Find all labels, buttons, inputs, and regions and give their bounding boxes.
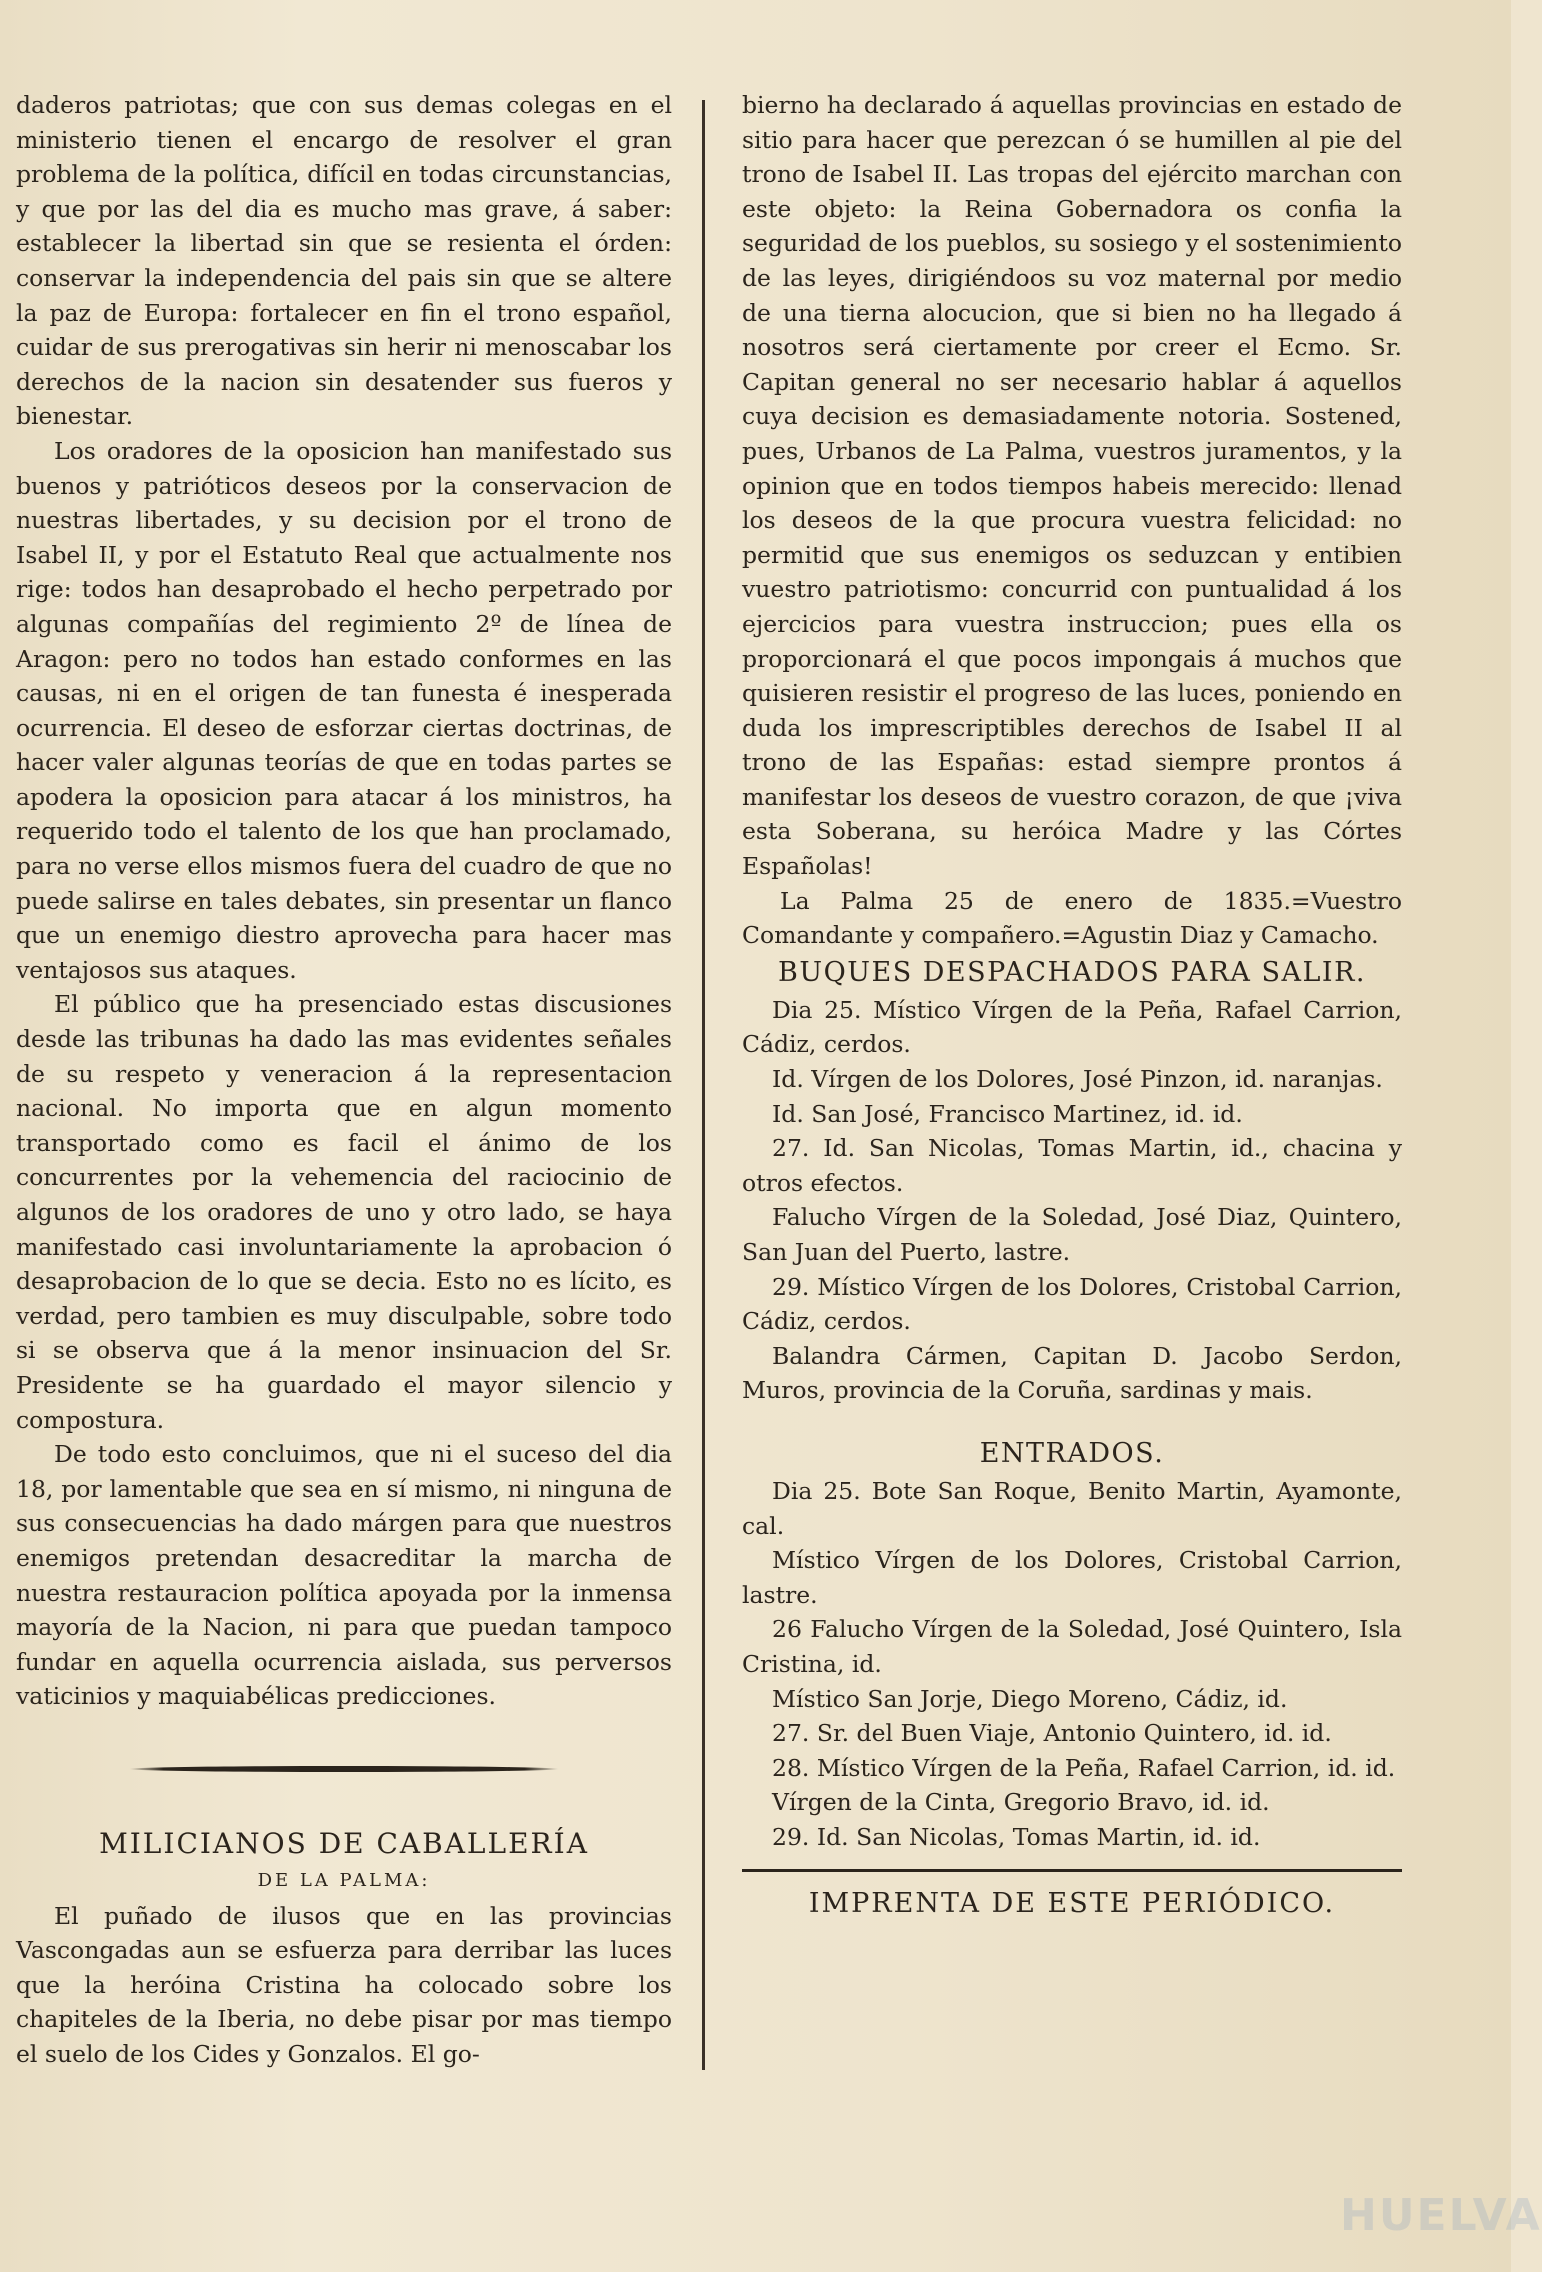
paragraph-oradores: Los oradores de la oposicion han manifestado sus buenos y patrióticos deseos por la conservacion de nuestras libertades, y su decision por el trono de Isabel II, y por el Estatuto Real que actualmente nos rige: todos han desaprobado el hecho perpetrado por algunas compañías del regimiento 2º de línea de Aragon: pero no todos han estado conformes en las causas, ni en el origen de tan funesta é inesperada ocurrencia. El deseo de esforzar ciertas doctrinas, de hacer valer algunas teorías de que en todas partes se apodera la oposicion para atacar á los ministros, ha requerido todo el talento de los que han proclamado, para no verse ellos mismos fuera del cuadro de que no puede salirse en tales debates, sin presentar un flanco que un enemigo diestro aprovecha para hacer mas ventajosos sus ataques. <box>16 436 672 984</box>
list-item: Balandra Cármen, Capitan D. Jacobo Serdon, Muros, provincia de la Coruña, sardinas y mais. <box>742 1341 1402 1405</box>
right-column <box>742 88 1402 1924</box>
list-item: Místico Vírgen de los Dolores, Cristobal Carrion, lastre. <box>742 1546 1402 1609</box>
footer-rule <box>742 1869 1402 1872</box>
list-item: 27. Sr. del Buen Viaje, Antonio Quintero, id. id. <box>772 1719 1332 1748</box>
printer-footer: IMPRENTA DE ESTE PERIÓDICO. <box>808 1887 1336 1919</box>
paragraph-conclusion: De todo esto concluimos, que ni el suceso del dia 18, por lamentable que sea en sí mismo, ni ninguna de sus consecuencias ha dado márgen para que nuestros enemigos pretendan desacreditar la marcha de nuestra restauracion política apoyada por la inmensa mayoría de la Nacion, ni para que puedan tampoco fundar en aquella ocurrencia aislada, sus perversos vaticinios y maquiabélicas predicciones. <box>16 1440 672 1711</box>
despachados-list <box>742 993 1402 1408</box>
column-divider <box>702 100 705 2070</box>
list-item: Falucho Vírgen de la Soledad, José Diaz, Quintero, San Juan del Puerto, lastre. <box>742 1203 1402 1266</box>
paragraph-continuation: daderos patriotas; que con sus demas colegas en el ministerio tienen el encargo de resolver el gran problema de la política, difícil en todas circunstancias, y que por las del dia es mucho mas grave, á saber: establecer la libertad sin que se resienta el órden: conservar la independencia del pais sin que se altere la paz de Europa: fortalecer en fin el trono español, cuidar de sus prerogativas sin herir ni menoscabar los derechos de la nacion sin desatender sus fueros y bienestar. <box>16 91 672 431</box>
paragraph-gobierno: bierno ha declarado á aquellas provincias en estado de sitio para hacer que perezcan ó se humillen al pie del trono de Isabel II. Las tropas del ejército marchan con este objeto: la Reina Gobernadora os confia la seguridad de los pueblos, su sosiego y el sostenimiento de las leyes, dirigiéndoos su voz maternal por medio de una tierna alocucion, que si bien no ha llegado á nosotros será ciertamente por creer el Ecmo. Sr. Capitan general no ser necesario hablar á aquellos cuya decision es demasiadamente notoria. Sostened, pues, Urbanos de La Palma, vuestros juramentos, y la opinion que en todos tiempos habeis merecido: llenad los deseos de la que procura vuestra felicidad: no permitid que sus enemigos os seduzcan y entibien vuestro patriotismo: concurrid con puntualidad á los ejercicios para vuestra instruccion; pues ella os proporcionará el que pocos impongais á muchos que quisieren resistir el progreso de las luces, poniendo en duda los imprescriptibles derechos de Isabel II al trono de las Españas: estad siempre prontos á manifestar los deseos de vuestro corazon, de que ¡viva esta Soberana, su heróica Madre y las Córtes Españolas! <box>742 91 1402 881</box>
article-subheading: DE LA PALMA: <box>257 1869 431 1891</box>
list-item: Vírgen de la Cinta, Gregorio Bravo, id. id. <box>772 1788 1270 1817</box>
ornamental-divider <box>129 1766 559 1772</box>
paragraph-milicianos: El puñado de ilusos que en las provincias Vascongadas aun se esfuerza para derribar las luces que la heróina Cristina ha colocado sobre los chapiteles de la Iberia, no debe pisar por mas tiempo el suelo de los Cides y Gonzalos. El go- <box>16 1901 672 2068</box>
list-item: Id. Vírgen de los Dolores, José Pinzon, id. naranjas. <box>772 1065 1383 1094</box>
entrados-title: ENTRADOS. <box>979 1437 1165 1469</box>
list-item: Dia 25. Místico Vírgen de la Peña, Rafael Carrion, Cádiz, cerdos. <box>742 995 1402 1059</box>
list-item: Místico San Jorje, Diego Moreno, Cádiz, id. <box>772 1684 1288 1713</box>
entrados-list <box>742 1474 1402 1855</box>
left-column <box>16 88 672 2071</box>
list-item: Dia 25. Bote San Roque, Benito Martin, Ayamonte, cal. <box>742 1476 1402 1540</box>
article-heading: MILICIANOS DE CABALLERÍA <box>99 1826 589 1860</box>
archive-watermark: HUELVA <box>1340 2190 1542 2241</box>
signature: La Palma 25 de enero de 1835.=Vuestro Comandante y compañero.=Agustin Diaz y Camacho. <box>742 886 1402 950</box>
list-item: 28. Místico Vírgen de la Peña, Rafael Carrion, id. id. <box>772 1753 1396 1782</box>
list-item: 27. Id. San Nicolas, Tomas Martin, id., chacina y otros efectos. <box>742 1134 1402 1197</box>
paragraph-publico: El público que ha presenciado estas discusiones desde las tribunas ha dado las mas evidentes señales de su respeto y veneracion á la representacion nacional. No importa que en algun momento transportado como es facil el ánimo de los concurrentes por la vehemencia del raciocinio de algunos de los oradores de uno y otro lado, se haya manifestado casi involuntariamente la aprobacion ó desaprobacion de lo que se decia. Esto no es lícito, es verdad, pero tambien es muy disculpable, sobre todo si se observa que á la menor insinuacion del Sr. Presidente se ha guardado el mayor silencio y compostura. <box>16 990 672 1434</box>
list-item: Id. San José, Francisco Martinez, id. id. <box>772 1099 1243 1128</box>
list-item: 26 Falucho Vírgen de la Soledad, José Quintero, Isla Cristina, id. <box>742 1615 1402 1678</box>
list-item: 29. Id. San Nicolas, Tomas Martin, id. id. <box>772 1822 1261 1851</box>
despachados-title: BUQUES DESPACHADOS PARA SALIR. <box>778 956 1366 988</box>
list-item: 29. Místico Vírgen de los Dolores, Cristobal Carrion, Cádiz, cerdos. <box>742 1272 1402 1336</box>
